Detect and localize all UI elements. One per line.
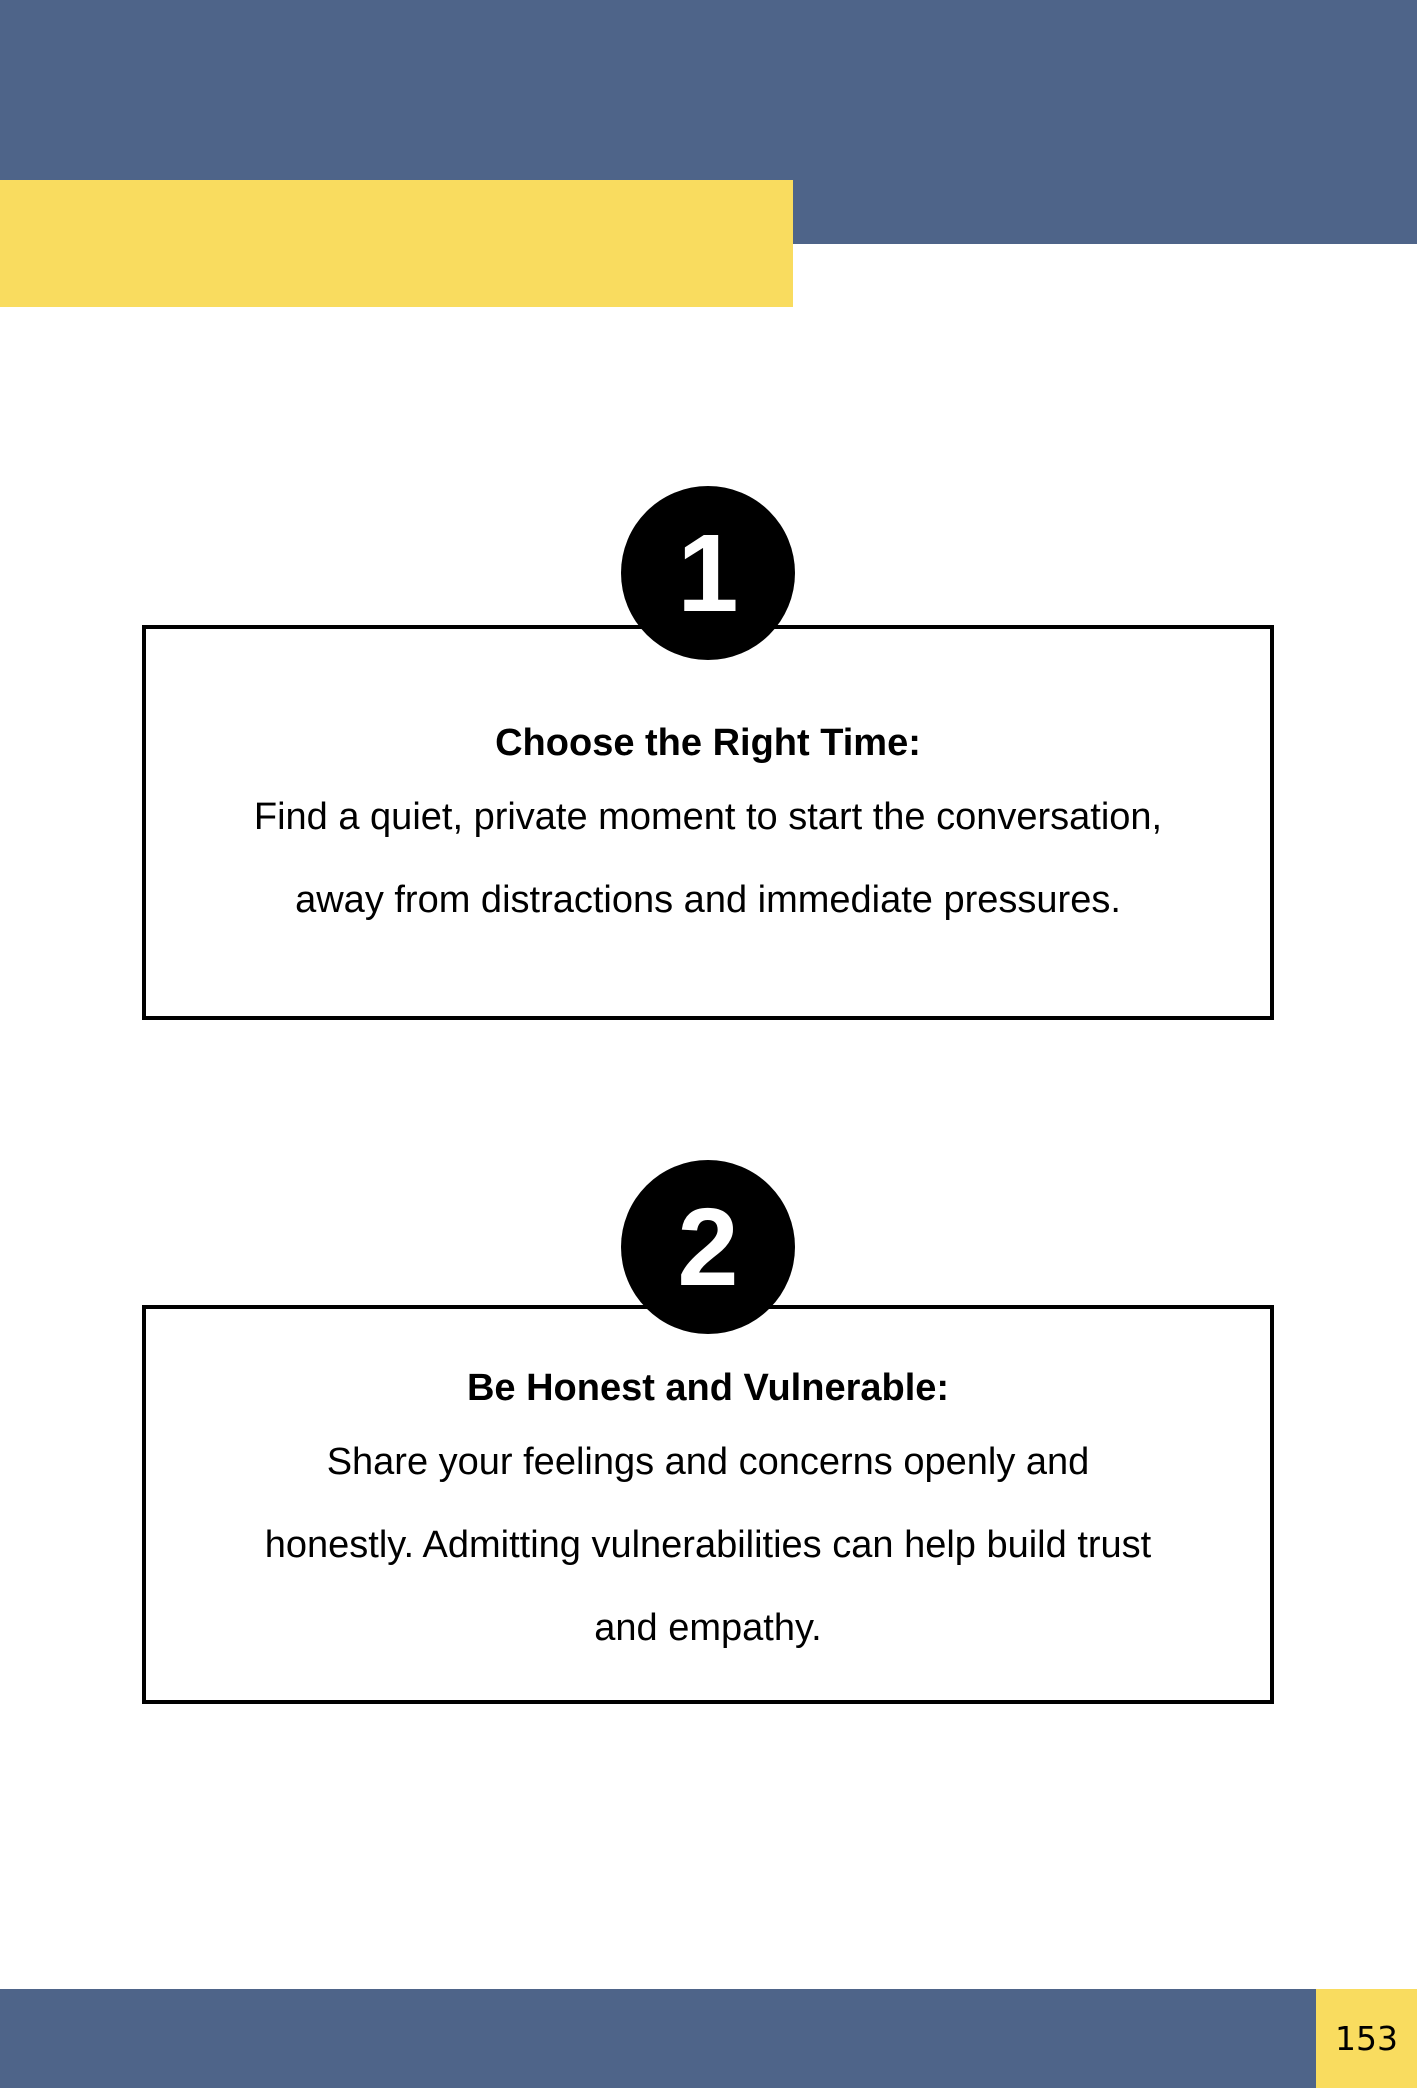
step-number-badge: 2 — [621, 1160, 795, 1334]
step-card-2 — [142, 1305, 1274, 1704]
step-title: Choose the Right Time: — [495, 722, 921, 764]
header-accent-bar — [0, 180, 793, 307]
step-body: Find a quiet, private moment to start the conversation, away from distractions and immediate pressures. — [253, 796, 1163, 921]
page-number: 153 — [1316, 1989, 1417, 2088]
footer-band — [0, 1989, 1316, 2088]
step-body: Share your feelings and concerns openly and honestly. Admitting vulnerabilities can help build trust and empathy. — [264, 1441, 1152, 1649]
step-number-badge: 1 — [621, 486, 795, 660]
step-card-1 — [142, 625, 1274, 1020]
step-title: Be Honest and Vulnerable: — [466, 1367, 950, 1409]
